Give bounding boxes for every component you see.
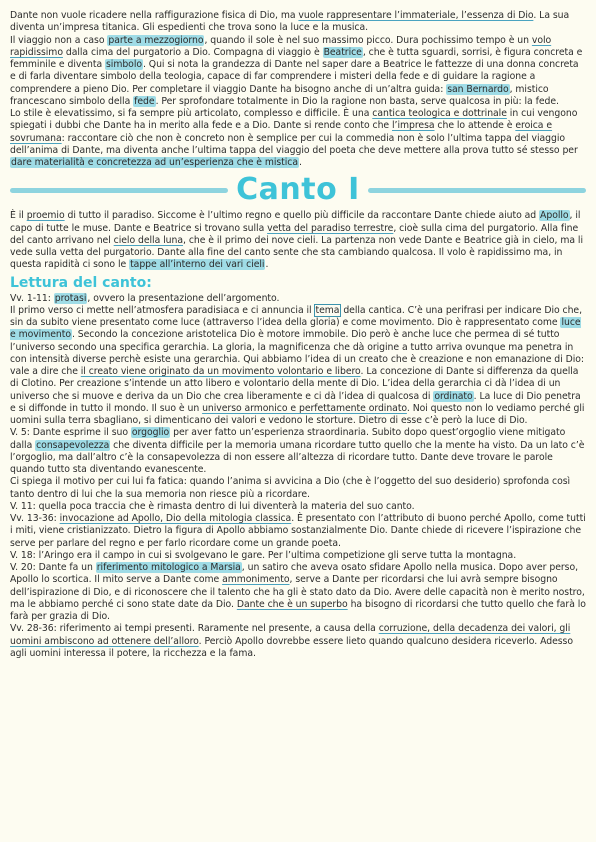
text-span: della cantica. C’è una perifrasi per indicare Dio che, sin da subito viene presentato come luce (attraverso l’idea della gloria) e come movimento. Dio è rappresentato come <box>10 304 582 328</box>
text-span: , quando il sole è nel suo massimo picco. Dura pochissimo tempo è un <box>204 34 532 46</box>
heading-divider-left <box>10 188 228 193</box>
intro-paragraph-2 <box>10 35 586 109</box>
underline-span: l’impresa <box>392 120 435 132</box>
text-span: Vv. 28-36: riferimento ai tempi presenti. Raramente nel presente, a causa della <box>10 623 379 635</box>
highlight-span: ordinato <box>434 390 473 402</box>
underline-span: cantica teologica e dottrinale <box>372 108 507 119</box>
canto-intro-paragraph <box>10 210 586 271</box>
lettura-heading: Lettura del canto: <box>10 274 152 291</box>
text-span: Lo stile è elevatissimo, si fa sempre più articolato, complesso e difficile. È una <box>10 108 373 119</box>
underline-span: invocazione ad Apollo, Dio della mitologia classica <box>59 513 292 524</box>
canto-title: Canto I <box>236 172 360 208</box>
highlight-span: parte a mezzogiorno <box>108 34 204 46</box>
underline-span: proemio <box>26 210 65 222</box>
lettura-paragraph-3 <box>10 427 586 476</box>
lettura-paragraph-2 <box>10 305 586 428</box>
text-span: V. 20: Dante fa un <box>10 562 96 573</box>
lettura-section <box>10 293 586 661</box>
text-span: . Perciò Apollo dovrebbe essere lieto quando qualcuno desidera riceverlo. Adesso agli uomini interessa il potere, la ricchezza e la fama. <box>10 635 573 659</box>
underline-span: il creato viene originato da un movimento volontario e libero <box>80 366 361 377</box>
text-span: , cioè sulla cima del purgatorio. Alla fine del canto arrivano nel <box>10 222 579 246</box>
lettura-paragraph-6 <box>10 513 586 550</box>
text-span: , serve a Dante per ricordarsi che lui avrà sempre bisogno dell’ispirazione di Dio, e di riconoscere che il talento che ha gli è stato dato da Dio. Avere delle capacità non è merito nostro, ma le abbiamo perché ci sono state date da Dio. <box>10 574 585 610</box>
text-span: , mistico francescano simbolo della <box>10 83 549 107</box>
text-span: . La concezione di Dante si differenza da quella di Clotino. Per creazione s’intende un atto libero e volontario della mente di Dio. L’idea della gerarchia ci dà l’idea di un universo che si muove e deriva da un Dio che crea liberamente e ci dà l’idea di qualcosa di <box>10 366 579 402</box>
text-span: di tutto il paradiso. Siccome è l’ultimo regno e quello più difficile da raccontare Dante chiede aiuto ad <box>64 210 540 222</box>
text-span: V. 18: l’Aringo era il campo in cui si svolgevano le gare. Per l’ultima competizione gli serve tutta la montagna. <box>10 549 517 561</box>
text-span: , un satiro che aveva osato sfidare Apollo nella musica. Dopo aver perso, Apollo lo scortica. Il mito serve a Dante come <box>10 562 578 586</box>
text-span: che diventa difficile per la memoria umana ricordare tutto quello che la mente ha visto. Da un lato c’è l’orgoglio, ma dall’altro c’è la consapevolezza di non essere all’altezza di ricordare tutto. Dante deve trovare le parole quando tutto sta diventando evanescente. <box>10 439 585 475</box>
lettura-paragraph-9 <box>10 623 586 660</box>
text-span: È il <box>10 210 27 222</box>
text-span: . <box>299 157 302 168</box>
text-span: V. 11: quella poca traccia che è rimasta dentro di lui diventerà la materia del suo canto. <box>10 500 415 512</box>
highlight-span: Apollo <box>540 210 569 222</box>
text-span: , il capo di tutte le muse. Dante e Beatrice si trovano sulla <box>10 210 581 234</box>
intro-section <box>10 10 586 169</box>
text-span: Il viaggio non a caso <box>10 34 108 46</box>
highlight-span: simbolo <box>106 59 142 70</box>
text-span: Vv. 1-11: <box>10 292 54 304</box>
intro-paragraph-1 <box>10 10 586 35</box>
intro-paragraph-3 <box>10 108 586 169</box>
text-span: dalla cima del purgatorio a Dio. Compagna di viaggio è <box>62 46 323 58</box>
highlight-span: protasi <box>54 292 87 304</box>
underline-span: cielo della luna <box>113 234 184 246</box>
text-span: per aver fatto un’esperienza straordinaria. Subito dopo quest’orgoglio viene mitigato dalla <box>10 427 566 451</box>
highlight-span: consapevolezza <box>36 439 110 451</box>
text-span: , ovvero la presentazione dell’argomento. <box>87 292 280 304</box>
text-span: . È presentato con l’attributo di buono perché Apollo, come tutti i miti, viene cristianizzato. Dietro la figura di Apollo abbiamo sostanzialmente Dio. Dante chiede di ricevere l’ispirazione che serve per parlare del regno e per farlo ricordare come un grande poeta. <box>10 513 586 549</box>
text-span: . La luce di Dio penetra e si diffonde in tutto il mondo. Il suo è un <box>10 390 581 414</box>
underline-span: Dante che è un superbo <box>236 598 348 610</box>
highlight-span: san Bernardo <box>447 83 509 95</box>
underline-span: ammonimento <box>222 574 290 586</box>
highlight-span: tappe all’interno dei vari cieli <box>130 259 265 271</box>
text-span: . Secondo la concezione aristotelica Dio è motore immobile. Dio però è anche luce che permea di sé tutto l’universo secondo una specifica gerarchia. La gloria, la magnificenza che dà origine a tutto arriva ovunque ma penetra in con intensità diverse perchè esiste una gerarchia. Qui abbiamo l’idea di un creato che è creazione e non emanazione di Dio: vale a dire che <box>10 329 584 377</box>
text-span: . La sua diventa un’impresa titanica. Gli espedienti che trova sono la luce e la musica. <box>10 10 570 34</box>
highlight-span: Beatrice <box>323 46 362 58</box>
underline-span: universo armonico e perfettamente ordinato <box>202 402 407 414</box>
lettura-paragraph-5 <box>10 501 586 513</box>
text-span: Dante non vuole ricadere nella raffigurazione fisica di Dio, ma <box>10 10 299 21</box>
text-span: in cui vengono spiegati i dubbi che Dante ha in merito alla fede e a Dio. Dante si rende conto che <box>10 108 578 132</box>
lettura-paragraph-4 <box>10 476 586 501</box>
canto-heading <box>10 170 586 210</box>
underline-span: volo rapidissimo <box>10 34 552 58</box>
text-span: Il primo verso ci mette nell’atmosfera paradisiaca e ci annuncia il <box>10 304 315 316</box>
text-span: . <box>265 259 269 271</box>
text-span: . Qui si nota la grandezza di Dante nel saper dare a Beatrice le fattezze di una donna concreta e di farla diventare simbolo della teologia, capace di far comprendere i misteri della fede e di guidare la ragione a comprendere a pieno Dio. Per completare il viaggio Dante ha bisogno anche di un’altra guida: <box>10 59 579 95</box>
text-span: Vv. 13-36: <box>10 513 60 524</box>
underline-span: corruzione, della decadenza dei valori, gli uomini ambiscono ad ottenere dell’alloro <box>10 623 571 647</box>
lettura-paragraph-1 <box>10 293 586 305</box>
highlight-span: orgoglio <box>131 427 170 439</box>
lettura-paragraph-7 <box>10 550 586 562</box>
underline-span: eroica e sovrumana <box>10 120 553 144</box>
boxed-term-span: tema <box>315 304 340 316</box>
underline-span: vetta del paradiso terrestre <box>267 222 394 234</box>
highlight-span: luce e movimento <box>10 317 581 341</box>
highlight-span: dare materialità e concretezza ad un’esperienza che è mistica <box>11 157 299 168</box>
text-span: ha bisogno di ricordarsi che tutto quello che farà lo farà per grazia di Dio. <box>10 598 586 622</box>
lettura-paragraph-8 <box>10 562 586 623</box>
text-span: . Noi questo non lo vediamo perché gli uomini sulla terra sbagliano, si dimenticano dei valori e vedono le storture. Dietro di esse c’è però la luce di Dio. <box>10 402 585 426</box>
text-span: , che è il primo dei nove cieli. La partenza non vede Dante e Beatrice già in cielo, ma li vede sulla vetta del purgatorio. Dante alla fine del canto sente che sta cambiando qualcosa. Il volo è rapidissimo ma, in questa rapidità ci sono le <box>10 234 583 271</box>
heading-divider-right <box>368 188 586 193</box>
text-span: , che è tutta sguardi, sorrisi, è figura concreta e femminile e diventa <box>10 46 583 70</box>
text-span: V. 5: Dante esprime il suo <box>10 427 131 439</box>
highlight-span: fede <box>134 95 155 107</box>
underline-span: vuole rappresentare l’immateriale, l’essenza di Dio <box>298 10 534 21</box>
text-span: . Per sprofondare totalmente in Dio la ragione non basta, serve qualcosa in più: la fede. <box>155 95 559 107</box>
highlight-span: riferimento mitologico a Marsia <box>96 562 241 573</box>
text-span: : raccontare ciò che non è concreto non è semplice per cui la commedia non è solo l’ultima tappa del viaggio dell’anima di Dante, ma diventa anche l’ultima tappa del viaggio del poeta che deve mettere alla prova tutto sé stesso per <box>10 132 578 156</box>
text-span: Ci spiega il motivo per cui lui fa fatica: quando l’anima si avvicina a Dio (che è l’oggetto del suo desiderio) sprofonda così tanto dentro di lui che la sua memoria non riesce più a ricordare. <box>10 476 571 500</box>
text-span: che lo attende è <box>434 120 516 132</box>
